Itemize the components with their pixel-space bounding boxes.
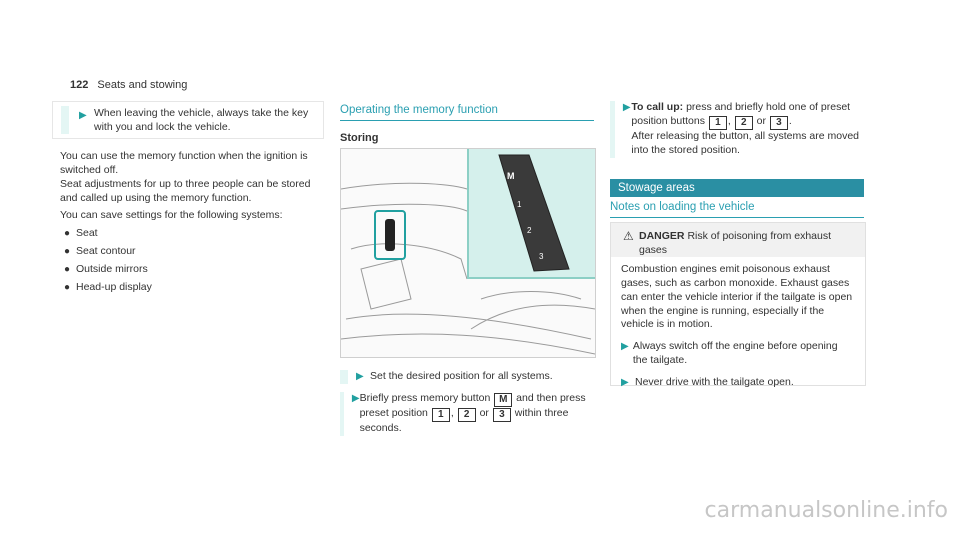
danger-body: Combustion engines emit poisonous exhaust gases, such as carbon monoxide. Exhaust gases can enter the vehicle interior if the tailgate is open when the engine is running, especially if the vehicle is in motion. [621,263,853,331]
memory-section [340,103,594,146]
danger-label: DANGER [639,230,685,242]
key-m: M [494,393,512,407]
bullet-triangle-icon: ▶ [351,392,360,404]
section-title: Operating the memory function [340,103,594,121]
memory-buttons-figure [340,148,596,358]
page-header [70,78,187,93]
list-item: ● Seat [64,227,98,240]
section-name: Seats and stowing [97,79,188,91]
callup-step: ▶ To call up: press and briefly hold one of preset position buttons 1 , 2 or 3 . After releasing the button, all systems are moved into the stored position. [610,101,864,158]
key-1: 1 [709,116,727,130]
subhead-storing: Storing [340,132,379,145]
danger-title: Risk of poisoning from exhaust gases [639,230,832,256]
danger-box [610,222,866,389]
key-2: 2 [735,116,753,130]
list-item: ● Head-up display [64,280,152,293]
intro-p3: You can save settings for the following systems: [60,209,283,222]
button-1-label: 1 [517,200,522,209]
list-item: ● Seat contour [64,245,136,258]
bullet-triangle-icon: ▶ [621,377,629,389]
leaving-vehicle-note [52,101,324,139]
note-bar [61,106,69,134]
button-m-label: M [507,171,515,181]
step-1: ▶ Set the desired position for all systems. [340,370,594,384]
intro-p1: You can use the memory function when the ignition is switched off. [60,150,308,176]
callup-label: To call up: [631,101,684,113]
intro-p2: Seat adjustments for up to three people can be stored and called up using the memory function. [60,177,311,204]
key-2: 2 [458,408,476,422]
warning-icon: ⚠ [623,229,634,243]
subsection-title: Notes on loading the vehicle [610,200,864,218]
button-3-label: 3 [539,252,544,261]
memory-buttons-inset [467,149,596,279]
danger-step-1: ▶ Always switch off the engine before opening the tailgate. [621,340,838,367]
key-3: 3 [493,408,511,422]
danger-step-2: ▶ Never drive with the tailgate open. [621,376,794,389]
stowage-areas-banner: Stowage areas [610,179,864,197]
page-number: 122 [70,79,89,91]
storing-steps [340,370,594,436]
intro-column [60,150,325,295]
loading-subsection [610,200,864,218]
key-1: 1 [432,408,450,422]
footer-watermark: carmanualsonline.info [704,497,948,523]
key-3: 3 [770,116,788,130]
step-2: ▶ Briefly press memory button M and then press preset position 1 , 2 or 3 within three seconds. [340,392,594,436]
note-text: When leaving the vehicle, always take the key with you and lock the vehicle. [94,107,309,133]
button-2-label: 2 [527,226,532,235]
bullet-triangle-icon: ▶ [79,110,87,121]
bullet-triangle-icon: ▶ [621,341,629,353]
list-item: ● Outside mirrors [64,263,148,276]
bullet-triangle-icon: ▶ [622,102,631,113]
bullet-triangle-icon: ▶ [356,371,364,382]
